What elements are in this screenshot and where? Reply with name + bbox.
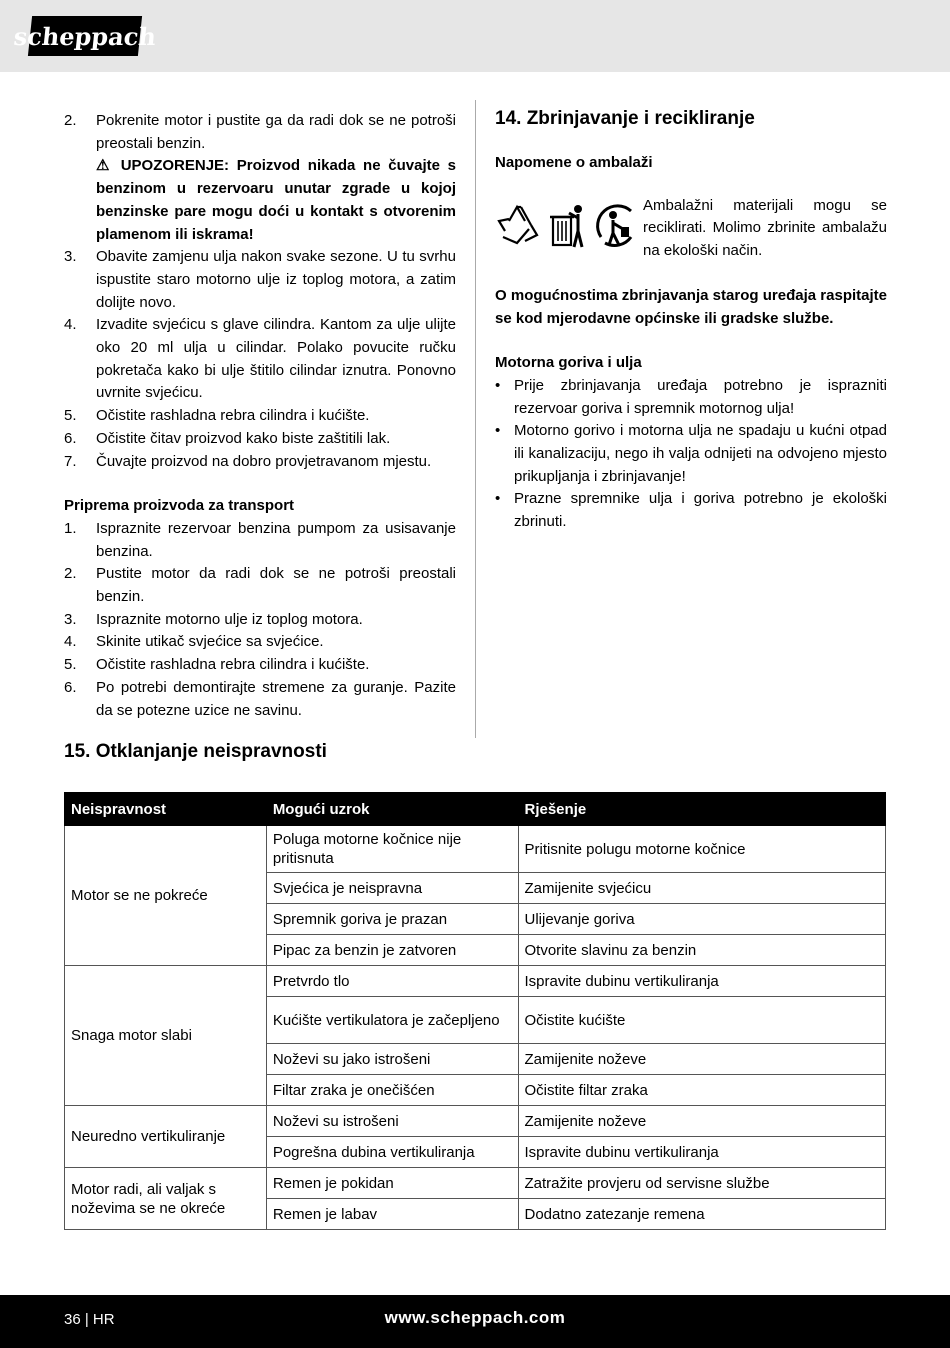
item-text: Ispraznite motorno ulje iz toplog motora. bbox=[96, 610, 363, 628]
list-item bbox=[64, 451, 456, 474]
solution-cell: Ispravite dubinu vertikuliranja bbox=[518, 1137, 886, 1168]
packaging-heading: Napomene o ambalaži bbox=[495, 154, 653, 171]
disposal-info: O mogućnostima zbrinjavanja starog uređaja raspitajte se kod mjerodavne općinske ili gradske službe. bbox=[495, 286, 887, 327]
fault-cell: Motor radi, ali valjak s noževima se ne okreće bbox=[65, 1168, 267, 1230]
cause-cell: Pipac za benzin je zatvoren bbox=[266, 935, 518, 966]
recycling-icons bbox=[495, 195, 643, 253]
section-15-title: 15. Otklanjanje neispravnosti bbox=[64, 741, 327, 762]
item-number: 7. bbox=[64, 452, 77, 470]
troubleshooting-table bbox=[64, 792, 886, 1230]
solution-cell: Zamijenite svjećicu bbox=[518, 873, 886, 904]
cause-cell: Remen je labav bbox=[266, 1199, 518, 1230]
scheppach-logo: scheppach bbox=[28, 16, 142, 56]
section-14-title: 14. Zbrinjavanje i recikliranje bbox=[495, 108, 755, 129]
solution-cell: Očistite filtar zraka bbox=[518, 1075, 886, 1106]
item-text: Izvadite svjećicu s glave cilindra. Kantom za ulje ulijte oko 20 ml ulja u cilindar. Polako povucite ručku pokretača kako bi ulje štitilo cilindar iznutra. Ponovno uvrnite svjećicu. bbox=[96, 316, 456, 402]
solution-cell: Otvorite slavinu za benzin bbox=[518, 935, 886, 966]
item-number: 1. bbox=[64, 519, 77, 537]
bullet-item: • Prazne spremnike ulja i goriva potrebno je ekološki zbrinuti. bbox=[495, 488, 887, 533]
table-header-row bbox=[65, 793, 886, 826]
item-number: 2. bbox=[64, 112, 77, 129]
list-item bbox=[64, 631, 456, 654]
cause-cell: Pretvrdo tlo bbox=[266, 966, 518, 997]
fuels-heading: Motorna goriva i ulja bbox=[495, 354, 642, 372]
header-fault: Neispravnost bbox=[65, 793, 267, 826]
item-text: Čuvajte proizvod na dobro provjetravanom mjestu. bbox=[96, 452, 432, 470]
fault-cell: Motor se ne pokreće bbox=[65, 826, 267, 966]
transport-steps bbox=[64, 518, 456, 722]
list-item bbox=[64, 654, 456, 677]
solution-cell: Ulijevanje goriva bbox=[518, 904, 886, 935]
item-text: Očistite rashladna rebra cilindra i kućište. bbox=[96, 656, 370, 674]
table-row bbox=[65, 1168, 886, 1199]
solution-cell: Zamijenite noževe bbox=[518, 1106, 886, 1137]
page-header bbox=[0, 0, 950, 72]
table-row bbox=[65, 966, 886, 997]
list-item bbox=[64, 518, 456, 563]
table-row bbox=[65, 826, 886, 873]
fuels-list bbox=[495, 375, 887, 534]
list-item bbox=[64, 246, 456, 314]
item-number: 3. bbox=[64, 248, 77, 266]
cause-cell: Pogrešna dubina vertikuliranja bbox=[266, 1137, 518, 1168]
cause-cell: Remen je pokidan bbox=[266, 1168, 518, 1199]
packaging-text: Ambalažni materijali mogu se reciklirati. Molimo zbrinite ambalažu na ekološki način. bbox=[643, 196, 887, 260]
item-number: 4. bbox=[64, 633, 77, 651]
header-solution: Rješenje bbox=[518, 793, 886, 826]
cause-cell: Kućište vertikulatora je začepljeno bbox=[266, 997, 518, 1044]
warning-text: ⚠ UPOZORENJE: Proizvod nikada ne čuvajte s benzinom u rezervoaru unutar zgrade u kojoj benzinske pare mogu doći u kontakt s otvorenim plamenom ili iskrama! bbox=[96, 157, 456, 243]
solution-cell: Očistite kućište bbox=[518, 997, 886, 1044]
column-divider bbox=[475, 100, 476, 738]
cause-cell: Noževi su istrošeni bbox=[266, 1106, 518, 1137]
page-footer bbox=[0, 1295, 950, 1348]
left-column bbox=[64, 110, 456, 722]
cause-cell: Svjećica je neispravna bbox=[266, 873, 518, 904]
header-cause: Mogući uzrok bbox=[266, 793, 518, 826]
list-item bbox=[64, 110, 456, 246]
bin-icon bbox=[545, 199, 587, 249]
item-text: Po potrebi demontirajte stremene za guranje. Pazite da se potezne uzice ne savinu. bbox=[96, 678, 456, 719]
cause-cell: Noževi su jako istrošeni bbox=[266, 1044, 518, 1075]
item-number: 6. bbox=[64, 429, 77, 447]
item-number: 4. bbox=[64, 316, 77, 334]
cause-cell: Poluga motorne kočnice nije pritisnuta bbox=[266, 826, 518, 873]
list-item bbox=[64, 428, 456, 451]
page-number: 36 | HR bbox=[64, 1311, 115, 1328]
website-link[interactable]: www.scheppach.com bbox=[384, 1308, 566, 1327]
list-item bbox=[64, 314, 456, 405]
item-number: 6. bbox=[64, 678, 77, 696]
item-text: Skinite utikač svjećice sa svjećice. bbox=[96, 633, 324, 651]
recycle-icon bbox=[495, 199, 541, 249]
solution-cell: Dodatno zatezanje remena bbox=[518, 1199, 886, 1230]
item-text: Očistite čitav proizvod kako biste zaštitili lak. bbox=[96, 429, 391, 447]
item-text: Ispraznite rezervoar benzina pumpom za usisavanje benzina. bbox=[96, 519, 456, 560]
item-number: 3. bbox=[64, 610, 77, 628]
fault-cell: Neuredno vertikuliranje bbox=[65, 1106, 267, 1168]
recycle-person-icon bbox=[591, 199, 641, 249]
item-text: Pustite motor da radi dok se ne potroši preostali benzin. bbox=[96, 565, 456, 606]
item-number: 2. bbox=[64, 565, 77, 583]
list-item bbox=[64, 563, 456, 608]
fault-cell: Snaga motor slabi bbox=[65, 966, 267, 1106]
solution-cell: Ispravite dubinu vertikuliranja bbox=[518, 966, 886, 997]
transport-heading: Priprema proizvoda za transport bbox=[64, 497, 295, 515]
solution-cell: Zamijenite noževe bbox=[518, 1044, 886, 1075]
bullet-item: • Motorno gorivo i motorna ulja ne spadaju u kućni otpad ili kanalizaciju, nego ih valja odnijeti na odvojeno mjesto prikupljanja i zbrinjavanje! bbox=[495, 420, 887, 488]
cause-cell: Filtar zraka je onečišćen bbox=[266, 1075, 518, 1106]
list-item bbox=[64, 405, 456, 428]
item-text: Obavite zamjenu ulja nakon svake sezone. U tu svrhu ispustite staro motorno ulje iz toplog motora, a zatim dolijte novo. bbox=[96, 248, 456, 311]
item-text: Očistite rashladna rebra cilindra i kućište. bbox=[96, 407, 370, 425]
bullet-item: • Prije zbrinjavanja uređaja potrebno je isprazniti rezervoar goriva i spremnik motornog ulja! bbox=[495, 375, 887, 420]
list-item bbox=[64, 677, 456, 722]
maintenance-steps bbox=[64, 110, 456, 473]
item-number: 5. bbox=[64, 407, 77, 425]
right-column bbox=[495, 106, 887, 534]
item-number: 5. bbox=[64, 656, 77, 674]
solution-cell: Zatražite provjeru od servisne službe bbox=[518, 1168, 886, 1199]
packaging-block bbox=[495, 195, 887, 263]
item-text: Pokrenite motor i pustite ga da radi dok se ne potroši preostali benzin. bbox=[96, 112, 456, 152]
list-item bbox=[64, 609, 456, 632]
table-row bbox=[65, 1106, 886, 1137]
solution-cell: Pritisnite polugu motorne kočnice bbox=[518, 826, 886, 873]
cause-cell: Spremnik goriva je prazan bbox=[266, 904, 518, 935]
